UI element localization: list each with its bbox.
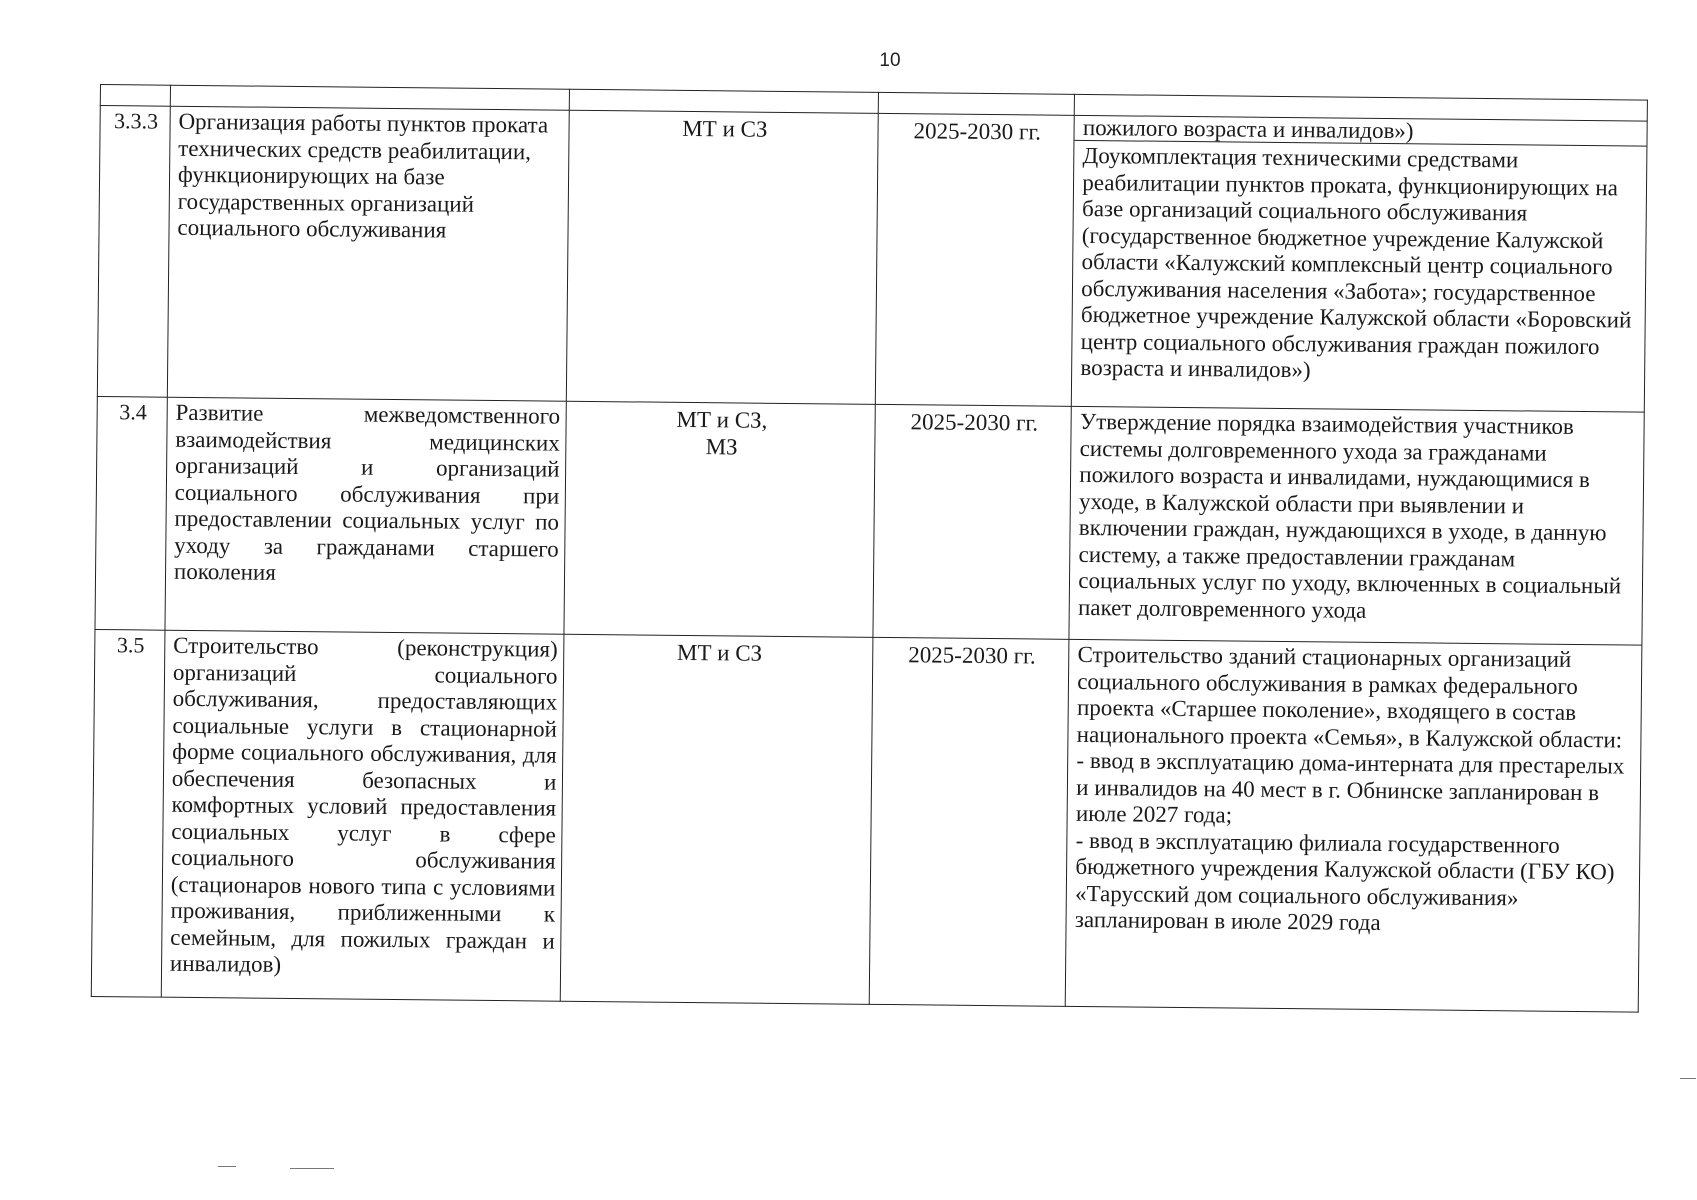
result-cell (1069, 406, 1644, 645)
row-number: 3.4 (119, 399, 147, 425)
scan-artifact-mark (290, 1168, 334, 1169)
period: 2025-2030 гг. (910, 409, 1039, 436)
table-row (97, 106, 1647, 413)
top-cell-num (100, 85, 170, 107)
expected-result: Доукомплектация техническими средствами реабилитации пунктов проката, функционирующих на базе организаций социального обслуживания (государственное бюджетное учреждение Калужской области «Калужский комплексный центр социального обслуживания населения «Забота»; государственное бюджетное учреждение Калужской области «Боровский центр социального обслуживания граждан пожилого возраста и инвалидов») (1080, 142, 1632, 383)
expected-result: Строительство зданий стационарных организаций социального обслуживания в рамках федерального проекта «Старшее поколение», входящего в состав национального проекта «Семья», в Калужской области: - ввод в эксплуатацию дома-интерната для престарелых и инвалидов на 40 мест в г. Обнинске запланирован в июле 2027 года; - ввод в эксплуатацию филиала государственного бюджетного учреждения Калужской области (ГБУ КО) «Тарусский дом социального обслуживания» запланирован в июле 2029 года (1074, 641, 1625, 936)
row-number-cell (97, 106, 170, 398)
measures-table (91, 84, 1648, 1013)
period-cell (875, 113, 1074, 406)
measure-name: Организация работы пунктов проката технических средств реабилитации, функционирующих на базе государственных организаций социального обслуживания (177, 108, 549, 243)
page-number: 10 (879, 50, 901, 71)
executor-cell (561, 634, 873, 1004)
top-cell-period (878, 92, 1074, 115)
expected-result: Утверждение порядка взаимодействия участников системы долговременного ухода за гражданами пожилого возраста и инвалидами, нуждающимися в уходе, в Калужской области при выявлении и включении граждан, нуждающихся в уходе, в данную систему, а также предоставлении гражданам социальных услуг по уходу, включенных в социальный пакет долговременного ухода (1077, 408, 1622, 623)
measure-name: Развитие межведомственного взаимодействия медицинских организаций и организаций социального обслуживания при предоставлении социальных услуг по уходу за гражданами старшего поколения (173, 399, 561, 585)
executor: МТ и СЗ (682, 115, 768, 142)
row-number-cell (91, 629, 165, 997)
period-cell (873, 404, 1071, 639)
period: 2025-2030 гг. (913, 118, 1042, 145)
carried-over-text: пожилого возраста и инвалидов») (1075, 116, 1647, 147)
measure-name-cell (165, 397, 567, 634)
executor: МТ и СЗ (676, 639, 763, 666)
scan-artifact-mark (1680, 1078, 1696, 1079)
measure-name-cell (167, 106, 569, 401)
result-cell (1065, 639, 1641, 1012)
row-number-cell (95, 396, 167, 630)
result-cell (1072, 115, 1648, 412)
scan-artifact-mark (218, 1166, 236, 1167)
executor-cell (567, 110, 879, 404)
period: 2025-2030 гг. (908, 642, 1036, 669)
row-number: 3.5 (116, 632, 145, 658)
measure-name: Строительство (реконструкция) организаций социального обслуживания, предоставляющих социальные услуги в стационарной форме социального обслуживания, для обеспечения безопасных и комфортных условий предоставления социальных услуг в сфере социального обслуживания (стационаров нового типа с условиями проживания, приближенными к семейным, для пожилых граждан и инвалидов) (169, 632, 558, 977)
executor: МТ и СЗ, МЗ (676, 406, 768, 459)
row-number: 3.3.3 (113, 108, 159, 134)
table-row (95, 396, 1644, 645)
executor-cell (564, 401, 875, 637)
period-cell (869, 637, 1069, 1006)
measure-name-cell (161, 630, 564, 1001)
table-row (91, 629, 1642, 1012)
